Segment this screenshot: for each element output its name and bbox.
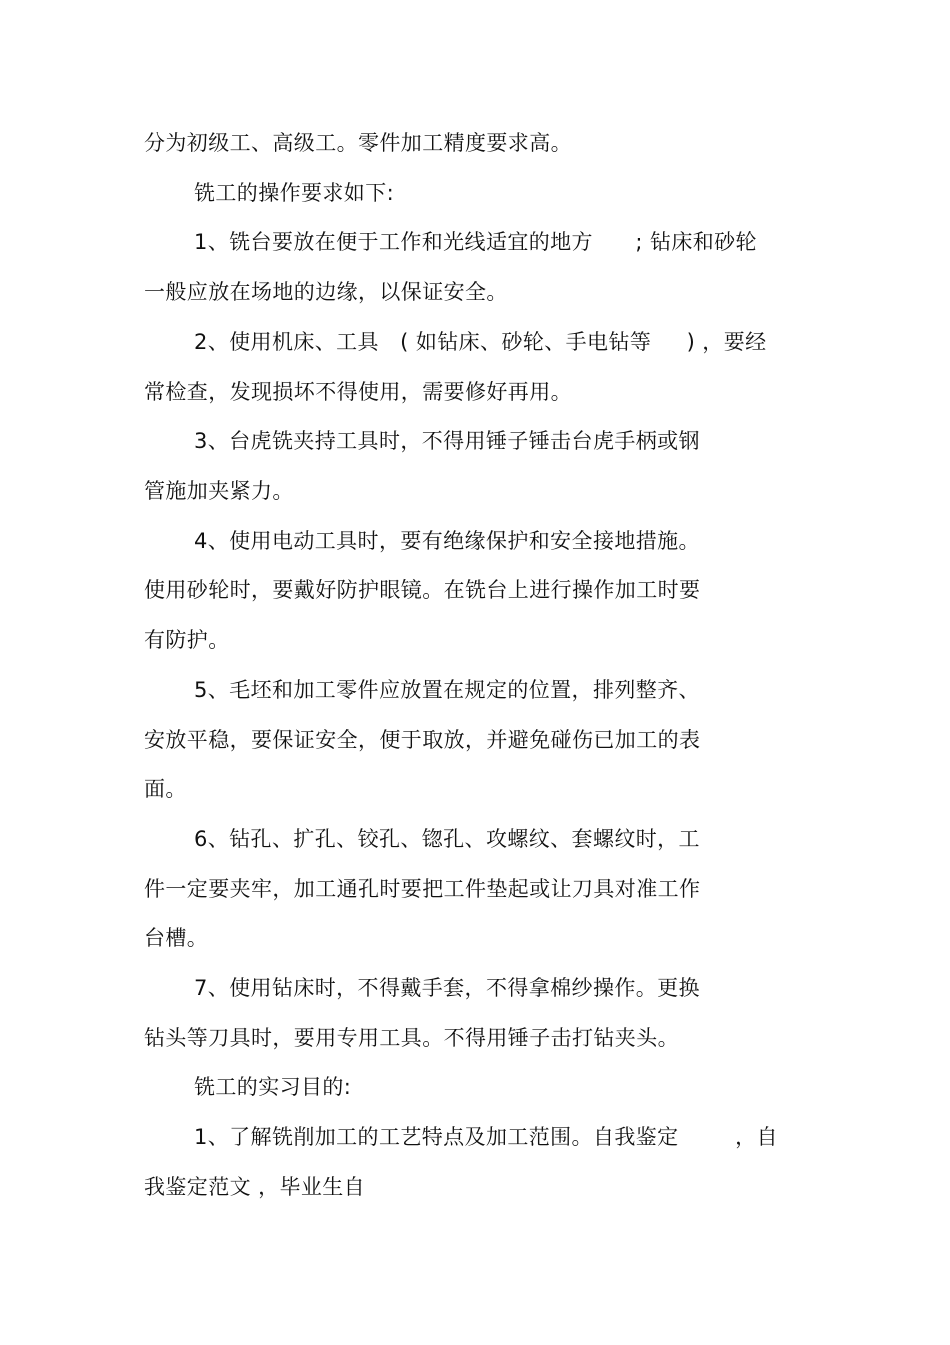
list-item-5-line-1: 5、毛坯和加工零件应放置在规定的位置，排列整齐、 [194, 678, 700, 702]
list-item-5-line-2: 安放平稳，要保证安全，便于取放，并避免碰伤已加工的表 [144, 728, 701, 752]
list-item-3-line-2: 管施加夹紧力。 [144, 479, 294, 503]
list-item-2-line-2: 常检查，发现损坏不得使用，需要修好再用。 [144, 380, 572, 404]
list-item-2-line-1: 2、使用机床、工具 ( 如钻床、砂轮、手电钻等 ) ，要经 [194, 330, 767, 354]
list-item-3-line-1: 3、台虎铣夹持工具时，不得用锤子锤击台虎手柄或钢 [194, 429, 700, 453]
section-heading: 铣工的实习目的: [194, 1075, 352, 1099]
purpose-item-1-line-2: 我鉴定范文 ，毕业生自 [144, 1175, 366, 1199]
purpose-item-1-line-1: 1、了解铣削加工的工艺特点及加工范围。自我鉴定 ，自 [194, 1125, 778, 1149]
list-item-1-line-1: 1、铣台要放在便于工作和光线适宜的地方 ; 钻床和砂轮 [194, 230, 757, 254]
list-item-7-line-2: 钻头等刀具时，要用专用工具。不得用锤子击打钻夹头。 [144, 1026, 679, 1050]
list-item-4-line-3: 有防护。 [144, 628, 230, 652]
list-item-5-line-3: 面。 [144, 777, 187, 801]
list-item-7-line-1: 7、使用钻床时，不得戴手套，不得拿棉纱操作。更换 [194, 976, 700, 1000]
text-line: 分为初级工、高级工。零件加工精度要求高。 [144, 131, 572, 155]
list-item-4-line-2: 使用砂轮时，要戴好防护眼镜。在铣台上进行操作加工时要 [144, 578, 701, 602]
list-item-4-line-1: 4、使用电动工具时，要有绝缘保护和安全接地措施。 [194, 529, 700, 553]
list-item-6-line-2: 件一定要夹牢，加工通孔时要把工件垫起或让刀具对准工作 [144, 877, 701, 901]
list-item-1-line-2: 一般应放在场地的边缘，以保证安全。 [144, 280, 508, 304]
list-item-6-line-1: 6、钻孔、扩孔、铰孔、锪孔、攻螺纹、套螺纹时，工 [194, 827, 700, 851]
section-heading: 铣工的操作要求如下: [194, 181, 395, 205]
list-item-6-line-3: 台槽。 [144, 926, 209, 950]
